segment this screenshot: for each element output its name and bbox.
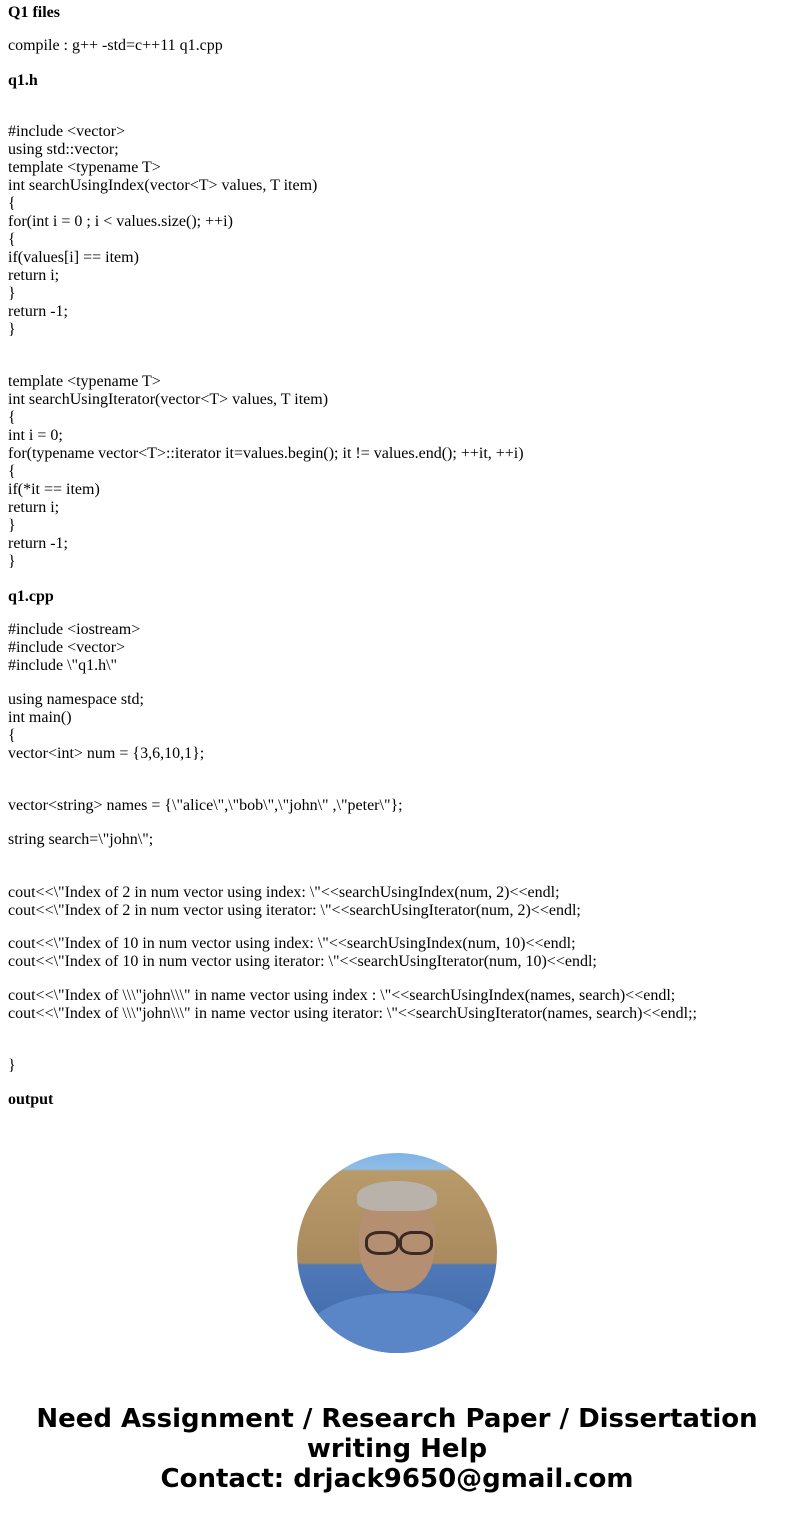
page-title: Q1 files bbox=[8, 4, 60, 21]
code-line: cout<<\"Index of 2 in num vector using index: \"<<searchUsingIndex(num, 2)<<endl; bbox=[8, 884, 560, 901]
code-line: if(values[i] == item) bbox=[8, 249, 139, 266]
code-line: for(int i = 0 ; i < values.size(); ++i) bbox=[8, 213, 233, 230]
footer-line-3: Contact: drjack9650@gmail.com bbox=[160, 1464, 634, 1494]
q1cpp-heading: q1.cpp bbox=[8, 588, 54, 605]
code-line: return -1; bbox=[8, 535, 68, 552]
code-line: cout<<\"Index of 2 in num vector using iterator: \"<<searchUsingIterator(num, 2)<<endl; bbox=[8, 902, 581, 919]
code-line: { bbox=[8, 195, 16, 212]
q1cpp-cout-10 bbox=[8, 935, 597, 971]
code-line: if(*it == item) bbox=[8, 481, 100, 498]
q1cpp-cout-john bbox=[8, 987, 697, 1023]
code-line: using namespace std; bbox=[8, 691, 144, 708]
code-line: for(typename vector<T>::iterator it=values.begin(); it != values.end(); ++it, ++i) bbox=[8, 445, 524, 462]
code-line: } bbox=[8, 553, 16, 570]
code-line: } bbox=[8, 517, 16, 534]
code-line: template <typename T> bbox=[8, 373, 161, 390]
code-line: } bbox=[8, 321, 16, 338]
code-line: using std::vector; bbox=[8, 141, 119, 158]
code-line: cout<<\"Index of 10 in num vector using iterator: \"<<searchUsingIterator(num, 10)<<endl; bbox=[8, 953, 597, 970]
code-line: template <typename T> bbox=[8, 159, 161, 176]
code-line: cout<<\"Index of 10 in num vector using index: \"<<searchUsingIndex(num, 10)<<endl; bbox=[8, 935, 576, 952]
q1h-code-search-iterator bbox=[8, 373, 524, 571]
code-line: #include \"q1.h\" bbox=[8, 657, 118, 674]
glasses-right-icon bbox=[399, 1231, 433, 1255]
q1cpp-main bbox=[8, 691, 204, 763]
glasses-left-icon bbox=[365, 1231, 399, 1255]
q1cpp-close-brace: } bbox=[8, 1057, 16, 1074]
author-photo bbox=[297, 1153, 497, 1353]
contact-banner bbox=[0, 1404, 794, 1494]
code-line: } bbox=[8, 285, 16, 302]
code-line: #include <iostream> bbox=[8, 621, 141, 638]
code-line: int searchUsingIterator(vector<T> values, T item) bbox=[8, 391, 329, 408]
footer-line-2: writing Help bbox=[306, 1434, 488, 1464]
code-line: { bbox=[8, 231, 16, 248]
shirt-shape bbox=[307, 1293, 487, 1353]
q1cpp-includes bbox=[8, 621, 140, 675]
code-line: return i; bbox=[8, 267, 60, 284]
footer-line-1: Need Assignment / Research Paper / Dissertation bbox=[36, 1404, 758, 1434]
code-line: { bbox=[8, 409, 16, 426]
q1cpp-names: vector<string> names = {\"alice\",\"bob\",\"john\" ,\"peter\"}; bbox=[8, 797, 403, 814]
compile-command: compile : g++ -std=c++11 q1.cpp bbox=[8, 37, 223, 54]
code-line: int main() bbox=[8, 709, 72, 726]
output-heading: output bbox=[8, 1091, 54, 1108]
code-line: { bbox=[8, 727, 16, 744]
code-line: vector<int> num = {3,6,10,1}; bbox=[8, 745, 205, 762]
code-line: #include <vector> bbox=[8, 639, 126, 656]
q1h-code-search-index bbox=[8, 123, 317, 339]
q1cpp-search: string search=\"john\"; bbox=[8, 831, 154, 848]
code-line: cout<<\"Index of \\\"john\\\" in name vector using index : \"<<searchUsingIndex(names, search)<<endl; bbox=[8, 987, 676, 1004]
code-line: int searchUsingIndex(vector<T> values, T item) bbox=[8, 177, 318, 194]
q1h-heading: q1.h bbox=[8, 72, 38, 89]
hair-shape bbox=[357, 1181, 437, 1211]
code-line: return -1; bbox=[8, 303, 68, 320]
code-line: return i; bbox=[8, 499, 60, 516]
code-line: int i = 0; bbox=[8, 427, 63, 444]
code-line: { bbox=[8, 463, 16, 480]
q1cpp-cout-2 bbox=[8, 884, 581, 920]
code-line: cout<<\"Index of \\\"john\\\" in name vector using iterator: \"<<searchUsingIterator(names, search)<<endl;; bbox=[8, 1005, 697, 1022]
code-line: #include <vector> bbox=[8, 123, 126, 140]
